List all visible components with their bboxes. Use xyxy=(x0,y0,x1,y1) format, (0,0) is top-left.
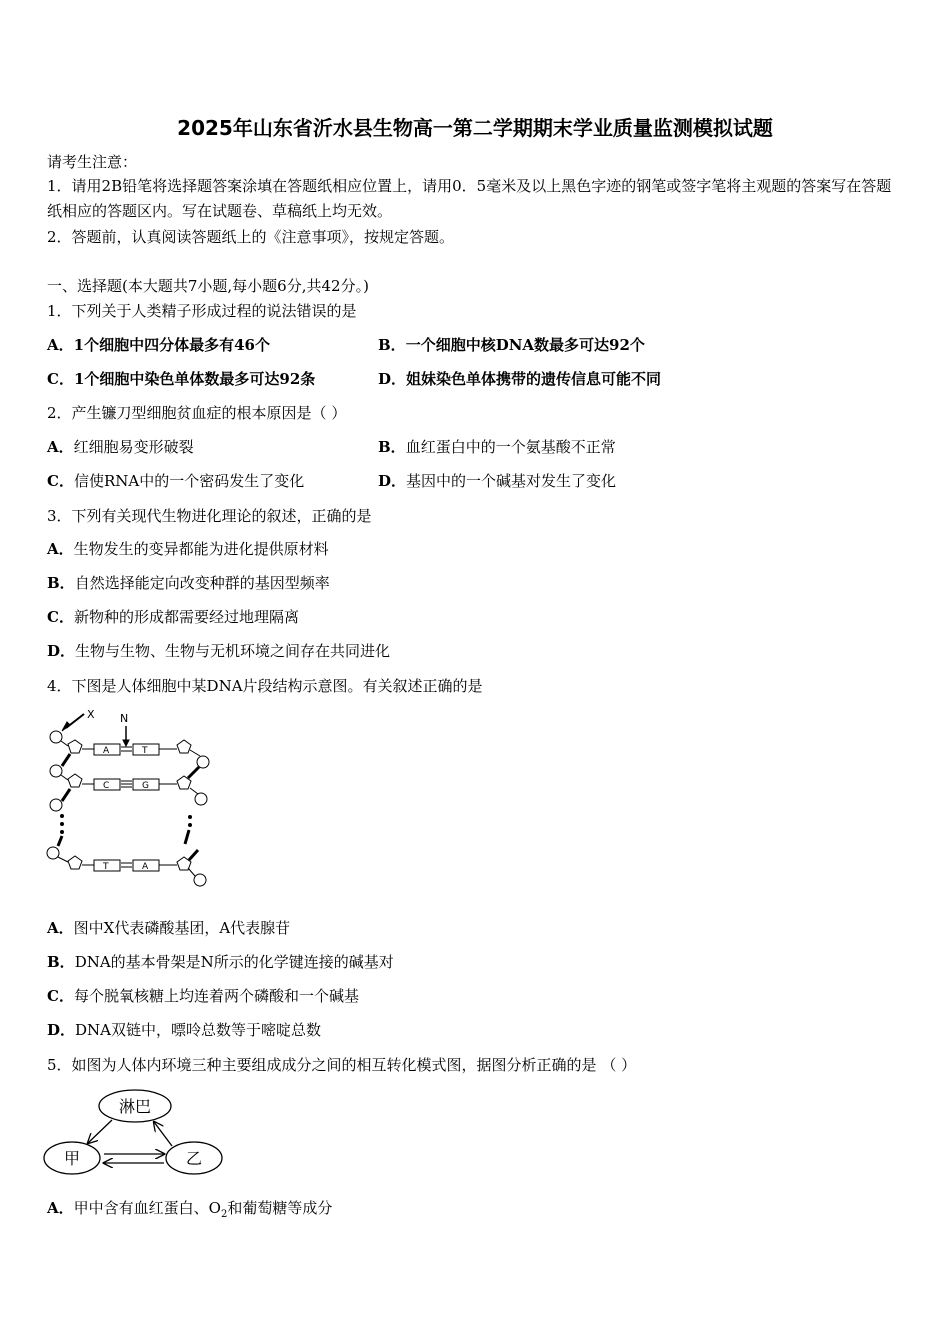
q1-option-d: D．姐妹染色单体携带的遗传信息可能不同 xyxy=(378,370,662,388)
base-pair-3-right: A xyxy=(142,862,149,872)
q3-option-c: C．新物种的形成都需要经过地理隔离 xyxy=(47,608,299,626)
base-pair-2-left: C xyxy=(103,781,110,791)
q4-option-a: A．图中X代表磷酸基团，A代表腺苷 xyxy=(47,919,291,937)
question-3-stem: 3．下列有关现代生物进化理论的叙述，正确的是 xyxy=(47,507,372,525)
q2-option-a: A．红细胞易变形破裂 xyxy=(47,438,194,456)
q4-option-c: C．每个脱氧核糖上均连着两个磷酸和一个碱基 xyxy=(47,987,359,1005)
notice-item-1: 1．请用2B铅笔将选择题答案涂填在答题纸相应位置上，请用0．5毫米及以上黑色字迹的钢笔或签字笔将主观题的答案写在答题纸相应的答题区内。写在试题卷、草稿纸上均无效。 xyxy=(47,177,892,220)
dna-label-n: N xyxy=(120,712,129,725)
q3-option-b: B．自然选择能定向改变种群的基因型频率 xyxy=(47,574,330,592)
q3-option-d: D．生物与生物、生物与无机环境之间存在共同进化 xyxy=(47,642,391,660)
q1-option-a: A．1个细胞中四分体最多有46个 xyxy=(47,336,270,354)
node-left-label: 甲 xyxy=(63,1149,81,1168)
q5-option-a: A．甲中含有血红蛋白、$O_2$和葡萄糖等成分 xyxy=(47,1199,333,1220)
notice-heading: 请考生注意： xyxy=(47,153,138,171)
question-5-stem: 5．如图为人体内环境三种主要组成成分之间的相互转化模式图，据图分析正确的是 （ ） xyxy=(47,1056,637,1074)
base-pair-3-left: T xyxy=(103,862,109,872)
base-pair-2-right: G xyxy=(142,781,149,791)
notice-item-2: 2．答题前，认真阅读答题纸上的《注意事项》，按规定答题。 xyxy=(47,228,455,246)
section-heading: 一、选择题(本大题共7小题,每小题6分,共42分。) xyxy=(47,277,369,295)
q3-option-a: A．生物发生的变异都能为进化提供原材料 xyxy=(47,540,329,558)
q2-option-c: C．信使RNA中的一个密码发生了变化 xyxy=(47,472,305,490)
body-fluid-diagram xyxy=(42,1086,224,1180)
node-top-label: 淋巴 xyxy=(118,1097,152,1116)
question-2-stem: 2．产生镰刀型细胞贫血症的根本原因是（ ） xyxy=(47,404,347,422)
base-pair-1-left: A xyxy=(103,746,110,756)
base-pair-1-right: T xyxy=(142,746,148,756)
q2-option-d: D．基因中的一个碱基对发生了变化 xyxy=(378,472,617,490)
q1-option-b: B．一个细胞中核DNA数最多可达92个 xyxy=(378,336,645,354)
node-right-label: 乙 xyxy=(185,1149,203,1168)
dna-structure-diagram xyxy=(40,704,220,892)
q4-option-d: D．DNA双链中，嘌呤总数等于嘧啶总数 xyxy=(47,1021,322,1039)
q1-option-c: C．1个细胞中染色单体数最多可达92条 xyxy=(47,370,316,388)
q2-option-b: B．血红蛋白中的一个氨基酸不正常 xyxy=(378,438,616,456)
q4-option-b: B．DNA的基本骨架是N所示的化学键连接的碱基对 xyxy=(47,953,394,971)
question-1-stem: 1．下列关于人类精子形成过程的说法错误的是 xyxy=(47,302,357,320)
dna-label-x: X xyxy=(87,708,95,721)
question-4-stem: 4．下图是人体细胞中某DNA片段结构示意图。有关叙述正确的是 xyxy=(47,677,483,695)
page-title: 2025年山东省沂水县生物高一第二学期期末学业质量监测模拟试题 xyxy=(177,116,773,140)
